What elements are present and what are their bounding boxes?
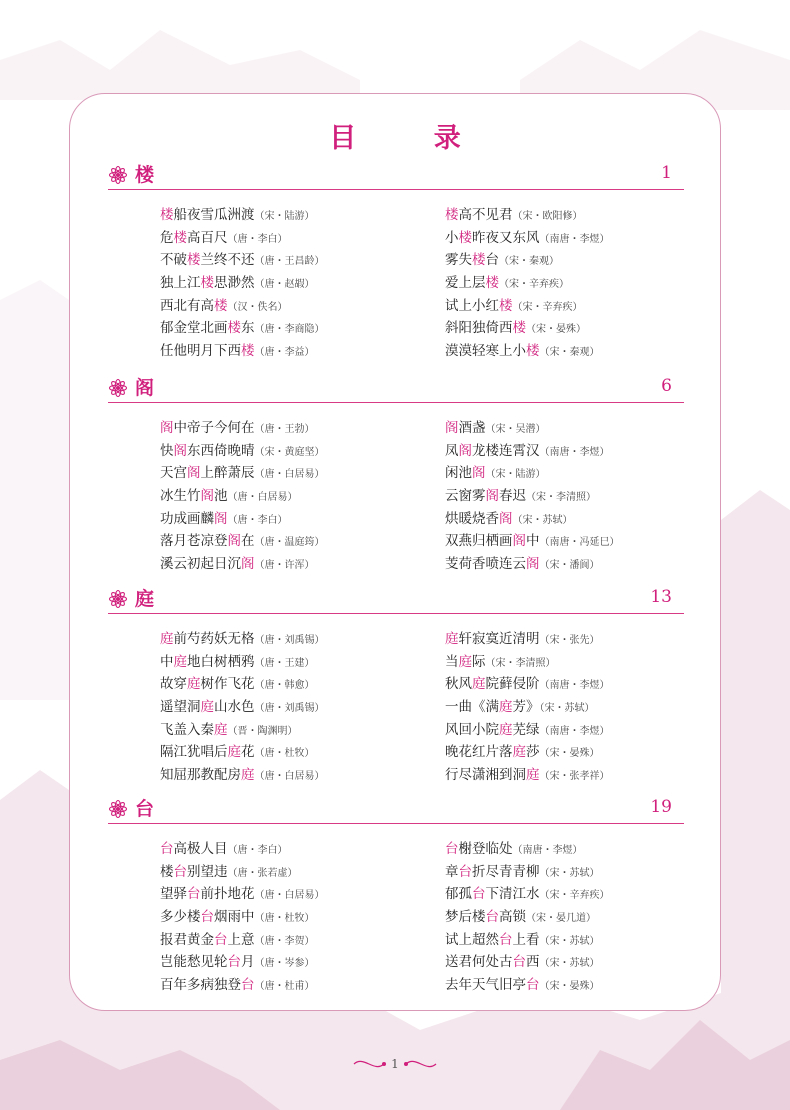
entry-title: 去年天气旧亭台 bbox=[445, 977, 540, 994]
entry-source: （宋・苏轼） bbox=[539, 935, 600, 947]
page-footer bbox=[350, 1051, 440, 1077]
toc-entry[interactable] bbox=[445, 951, 610, 974]
entry-column-left bbox=[160, 628, 325, 787]
entry-source: （宋・苏轼） bbox=[539, 958, 600, 970]
toc-entry[interactable] bbox=[160, 906, 325, 929]
entry-title: 天宫阁上醉萧辰 bbox=[160, 465, 255, 482]
toc-entry[interactable] bbox=[160, 974, 325, 997]
entry-title: 遥望洞庭山水色 bbox=[160, 699, 255, 716]
toc-section bbox=[108, 797, 684, 998]
toc-entry[interactable] bbox=[445, 227, 610, 250]
entry-source: （宋・苏轼） bbox=[539, 867, 600, 879]
toc-entry[interactable] bbox=[160, 628, 325, 651]
entry-title: 功成画麟阁 bbox=[160, 510, 228, 527]
toc-entry[interactable] bbox=[160, 440, 325, 463]
entry-source: （唐・李白） bbox=[227, 233, 288, 245]
entry-source: （唐・李商隐） bbox=[254, 324, 325, 336]
toc-section bbox=[108, 376, 684, 577]
toc-entry[interactable] bbox=[445, 530, 620, 553]
entry-source: （唐・白居易） bbox=[254, 890, 325, 902]
entry-title: 秋风庭院藓侵阶 bbox=[445, 676, 540, 693]
section-page-number: 19 bbox=[650, 797, 672, 817]
entry-source: （宋・潘阆） bbox=[539, 560, 600, 572]
entry-title: 烘暖烧香阁 bbox=[445, 510, 513, 527]
entry-title: 楼船夜雪瓜洲渡 bbox=[160, 207, 255, 223]
entry-source: （南唐・李煜） bbox=[539, 680, 610, 692]
section-page-number: 13 bbox=[650, 587, 672, 607]
section-title: 阁 bbox=[135, 377, 155, 399]
entry-source: （唐・温庭筠） bbox=[254, 537, 325, 549]
toc-entry[interactable] bbox=[445, 317, 610, 340]
toc-entry[interactable] bbox=[445, 485, 620, 508]
entry-source: （宋・秦观） bbox=[499, 256, 559, 268]
toc-entry[interactable] bbox=[160, 651, 325, 674]
flower-icon bbox=[108, 799, 128, 819]
toc-entry[interactable] bbox=[160, 883, 325, 906]
toc-entry[interactable] bbox=[445, 204, 610, 227]
entry-source: （宋・张孝祥） bbox=[539, 771, 610, 783]
entry-column-right bbox=[445, 838, 610, 997]
toc-entry[interactable] bbox=[445, 741, 610, 764]
toc-entry[interactable] bbox=[160, 553, 325, 576]
entry-source: （唐・李白） bbox=[227, 845, 288, 856]
entry-source: （宋・李清照） bbox=[526, 492, 596, 504]
section-title: 台 bbox=[135, 798, 155, 820]
entry-column-left bbox=[160, 417, 325, 576]
entry-source: （宋・辛弃疾） bbox=[499, 279, 569, 291]
entry-title: 爱上层楼 bbox=[445, 275, 499, 292]
entry-title: 故穿庭树作飞花 bbox=[160, 676, 255, 693]
toc-entry[interactable] bbox=[445, 861, 610, 884]
entry-title: 望驿台前扑地花 bbox=[160, 886, 255, 903]
entry-title: 行尽潇湘到洞庭 bbox=[445, 767, 540, 784]
toc-entry[interactable] bbox=[445, 272, 610, 295]
entry-source: （南唐・李煜） bbox=[539, 725, 610, 737]
entry-title: 楼高不见君 bbox=[445, 207, 513, 223]
toc-entry[interactable] bbox=[445, 764, 610, 787]
entry-source: （宋・黄庭坚） bbox=[254, 446, 325, 458]
toc-entry[interactable] bbox=[160, 317, 325, 340]
entry-title: 任他明月下西楼 bbox=[160, 343, 255, 360]
entry-title: 中庭地白树栖鸦 bbox=[160, 653, 255, 670]
entry-title: 知屈那教配房庭 bbox=[160, 767, 255, 784]
toc-entry[interactable] bbox=[445, 417, 620, 440]
entry-source: （唐・韩愈） bbox=[254, 680, 315, 692]
entry-source: （唐・杜牧） bbox=[254, 748, 315, 760]
entry-title: 隔江犹唱后庭花 bbox=[160, 744, 255, 761]
toc-entry[interactable] bbox=[445, 508, 620, 531]
entry-source: （唐・白居易） bbox=[254, 771, 325, 783]
entry-source: （唐・刘禹锡） bbox=[254, 635, 325, 646]
entry-title: 台高极人目 bbox=[160, 841, 228, 857]
entry-source: （宋・秦观） bbox=[539, 347, 600, 359]
entry-source: （唐・刘禹锡） bbox=[254, 703, 325, 715]
entry-source: （宋・李清照） bbox=[485, 657, 556, 669]
entry-source: （唐・李白） bbox=[227, 514, 288, 526]
entry-title: 阁酒盏 bbox=[445, 420, 486, 436]
entry-source: （南唐・李煜） bbox=[539, 446, 610, 458]
entry-source: （唐・王昌龄） bbox=[254, 256, 325, 268]
entry-source: （晋・陶渊明） bbox=[227, 725, 298, 737]
entry-title: 百年多病独登台 bbox=[160, 977, 255, 994]
entry-title: 斜阳独倚西楼 bbox=[445, 320, 526, 337]
flower-icon bbox=[108, 589, 128, 609]
toc-entry[interactable] bbox=[160, 417, 325, 440]
toc-entry[interactable] bbox=[160, 227, 325, 250]
entry-source: （汉・佚名） bbox=[227, 301, 288, 313]
entry-title: 危楼高百尺 bbox=[160, 229, 228, 246]
toc-entry[interactable] bbox=[445, 440, 620, 463]
entry-source: （宋・苏轼） bbox=[539, 703, 595, 715]
toc-entry[interactable] bbox=[445, 249, 610, 272]
toc-entry[interactable] bbox=[445, 553, 620, 576]
toc-entry[interactable] bbox=[445, 696, 610, 719]
entry-source: （南唐・李煜） bbox=[512, 845, 583, 856]
entry-source: （唐・李益） bbox=[254, 347, 315, 359]
entry-title: 阁中帝子今何在 bbox=[160, 420, 255, 436]
toc-entry[interactable] bbox=[160, 462, 325, 485]
entry-source: （南唐・冯延巳） bbox=[539, 537, 620, 549]
toc-entry[interactable] bbox=[160, 929, 325, 952]
toc-entry[interactable] bbox=[160, 719, 325, 742]
toc-entry[interactable] bbox=[445, 462, 620, 485]
entry-title: 云窗雾阁春迟 bbox=[445, 488, 526, 505]
entry-title: 楼台别望违 bbox=[160, 863, 228, 880]
entry-source: （唐・岑参） bbox=[254, 958, 315, 970]
toc-entry[interactable] bbox=[445, 673, 610, 696]
page-number: 1 bbox=[391, 1057, 399, 1071]
toc-entry[interactable] bbox=[445, 719, 610, 742]
entry-title: 芰荷香喷连云阁 bbox=[445, 556, 540, 573]
entry-title: 试上小红楼 bbox=[445, 297, 513, 314]
entry-title: 晚花红片落庭莎 bbox=[445, 744, 540, 761]
section-header[interactable] bbox=[108, 376, 684, 403]
toc-entry[interactable] bbox=[160, 764, 325, 787]
section-title: 楼 bbox=[135, 164, 155, 186]
toc-entry[interactable] bbox=[445, 974, 610, 997]
entry-source: （宋・陆游） bbox=[254, 211, 315, 222]
entry-source: （宋・吴潜） bbox=[485, 424, 546, 435]
entry-column-left bbox=[160, 838, 325, 997]
toc-section bbox=[108, 163, 684, 364]
entry-title: 独上江楼思渺然 bbox=[160, 275, 255, 292]
entry-source: （宋・张先） bbox=[539, 635, 600, 646]
entry-title: 凤阁龙楼连霄汉 bbox=[445, 442, 540, 459]
toc-entry[interactable] bbox=[160, 741, 325, 764]
entry-source: （宋・晏殊） bbox=[526, 324, 586, 336]
entry-title: 飞盖入秦庭 bbox=[160, 721, 228, 738]
flower-icon bbox=[108, 378, 128, 398]
toc-entry[interactable] bbox=[160, 673, 325, 696]
section-header[interactable] bbox=[108, 163, 684, 190]
toc-entry[interactable] bbox=[445, 651, 610, 674]
entry-title: 台榭登临处 bbox=[445, 841, 513, 857]
toc-entry[interactable] bbox=[160, 204, 325, 227]
toc-entry[interactable] bbox=[160, 861, 325, 884]
entry-source: （唐・王勃） bbox=[254, 424, 315, 435]
entry-column-right bbox=[445, 628, 610, 787]
toc-entry[interactable] bbox=[160, 951, 325, 974]
entry-title: 梦后楼台高锁 bbox=[445, 909, 526, 926]
entry-source: （唐・张若虚） bbox=[227, 867, 298, 879]
toc-entry[interactable] bbox=[445, 906, 610, 929]
section-page-number: 6 bbox=[661, 376, 672, 396]
entry-source: （宋・晏几道） bbox=[526, 913, 596, 925]
entry-title: 章台折尽青青柳 bbox=[445, 863, 540, 880]
entry-title: 风回小院庭芜绿 bbox=[445, 721, 540, 738]
entry-title: 岂能愁见轮台月 bbox=[160, 954, 255, 971]
toc-entry[interactable] bbox=[160, 508, 325, 531]
entry-title: 试上超然台上看 bbox=[445, 931, 540, 948]
entry-column-left bbox=[160, 204, 325, 363]
entry-title: 不破楼兰终不还 bbox=[160, 252, 255, 269]
entry-title: 郁孤台下清江水 bbox=[445, 886, 540, 903]
entry-source: （唐・白居易） bbox=[227, 492, 298, 504]
entry-title: 一曲《满庭芳》 bbox=[445, 699, 540, 716]
entry-title: 当庭际 bbox=[445, 653, 486, 670]
entry-source: （宋・辛弃疾） bbox=[539, 890, 610, 902]
entry-source: （宋・晏殊） bbox=[539, 981, 600, 993]
entry-source: （唐・王建） bbox=[254, 657, 315, 669]
toc-entry[interactable] bbox=[160, 530, 325, 553]
entry-title: 雾失楼台 bbox=[445, 252, 499, 269]
entry-column-right bbox=[445, 417, 620, 576]
entry-title: 庭轩寂寞近清明 bbox=[445, 631, 540, 647]
entry-title: 快阁东西倚晚晴 bbox=[160, 442, 255, 459]
toc-entry[interactable] bbox=[445, 838, 610, 861]
toc-entry[interactable] bbox=[160, 340, 325, 363]
entry-title: 闲池阁 bbox=[445, 465, 486, 482]
entry-title: 双燕归栖画阁中 bbox=[445, 533, 540, 550]
toc-entry[interactable] bbox=[160, 249, 325, 272]
entry-source: （唐・白居易） bbox=[254, 469, 325, 481]
entry-source: （唐・杜牧） bbox=[254, 913, 315, 925]
toc-entry[interactable] bbox=[445, 340, 610, 363]
entry-title: 漠漠轻寒上小楼 bbox=[445, 343, 540, 360]
entry-title: 送君何处古台西 bbox=[445, 954, 540, 971]
entry-source: （唐・李贺） bbox=[254, 935, 315, 947]
toc-entry[interactable] bbox=[160, 838, 325, 861]
entry-source: （南唐・李煜） bbox=[539, 233, 610, 245]
entry-source: （宋・欧阳修） bbox=[512, 211, 583, 222]
flower-icon bbox=[108, 165, 128, 185]
toc-entry[interactable] bbox=[445, 295, 610, 318]
entry-title: 报君黄金台上意 bbox=[160, 931, 255, 948]
toc-entry[interactable] bbox=[160, 295, 325, 318]
entry-source: （唐・赵嘏） bbox=[254, 279, 315, 291]
entry-source: （唐・许浑） bbox=[254, 560, 315, 572]
entry-title: 小楼昨夜又东风 bbox=[445, 229, 540, 246]
entry-column-right bbox=[445, 204, 610, 363]
entry-source: （宋・苏轼） bbox=[512, 514, 573, 526]
section-header[interactable] bbox=[108, 587, 684, 614]
toc-entry[interactable] bbox=[445, 929, 610, 952]
entry-source: （宋・陆游） bbox=[485, 469, 546, 481]
toc-section bbox=[108, 587, 684, 788]
section-title: 庭 bbox=[135, 588, 155, 610]
entry-title: 郁金堂北画楼东 bbox=[160, 320, 255, 337]
entry-title: 庭前芍药妖无格 bbox=[160, 631, 255, 647]
toc-entry[interactable] bbox=[160, 272, 325, 295]
entry-title: 冰生竹阁池 bbox=[160, 488, 228, 505]
section-header[interactable] bbox=[108, 797, 684, 824]
toc-entry[interactable] bbox=[160, 696, 325, 719]
entry-source: （宋・晏殊） bbox=[539, 748, 600, 760]
entry-title: 多少楼台烟雨中 bbox=[160, 909, 255, 926]
entry-source: （宋・辛弃疾） bbox=[512, 301, 583, 313]
entry-title: 溪云初起日沉阁 bbox=[160, 556, 255, 573]
toc-entry[interactable] bbox=[445, 883, 610, 906]
toc-entry[interactable] bbox=[160, 485, 325, 508]
toc-entry[interactable] bbox=[445, 628, 610, 651]
entry-title: 落月苍凉登阁在 bbox=[160, 533, 255, 550]
section-page-number: 1 bbox=[661, 163, 672, 183]
entry-source: （唐・杜甫） bbox=[254, 981, 315, 993]
page-title: 目 录 bbox=[329, 123, 495, 154]
entry-title: 西北有高楼 bbox=[160, 297, 228, 314]
